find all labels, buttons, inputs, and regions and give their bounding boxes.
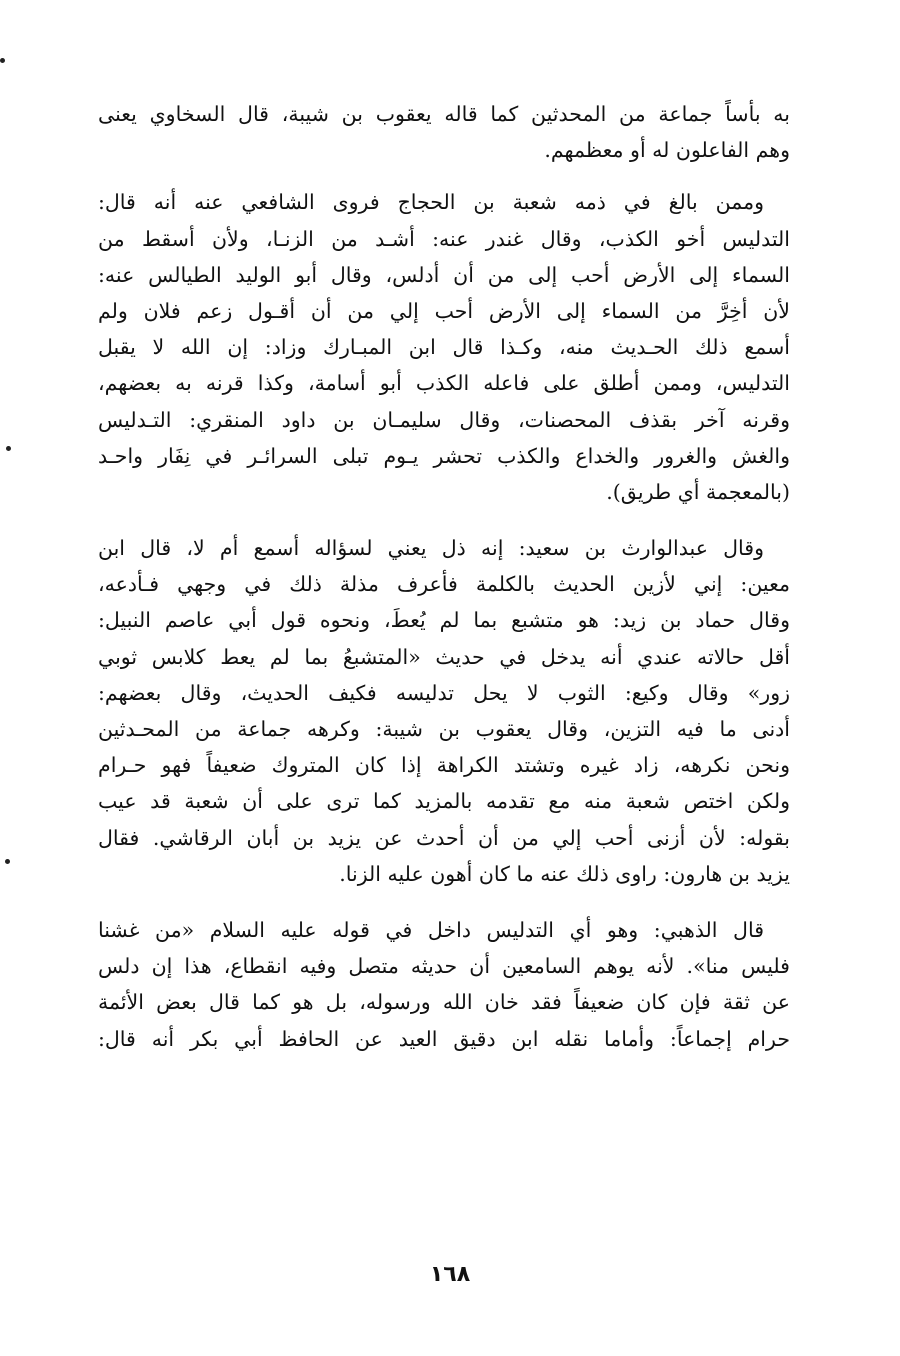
text-line: ولكن اختص شعبة منه مع تقدمه بالمزيد كما ترى على أن شعبة قد عيب (98, 789, 790, 814)
text-line: ونحن نكرهه، زاد غيره وتشتد الكراهة إذا كان المتروك ضعيفاً فهو حـرام (98, 753, 790, 778)
scan-mark-lower (5, 859, 10, 864)
text-line: معين: إني لأزين الحديث بالكلمة فأعرف مذلة ذلك في وجهي فـأدعه، (98, 572, 790, 597)
text-line: عن ثقة فإن كان ضعيفاً فقد خان الله ورسوله، بل هو كما قال بعض الأئمة (98, 990, 790, 1015)
text-line: والغش والغرور والخداع والكذب تحشر يـوم تبلى السرائـر في نِفَار واحـد (98, 443, 790, 468)
paragraph-4 (98, 912, 790, 1057)
text-line: وممن بالغ في ذمه شعبة بن الحجاج فروى الشافعي عنه أنه قال: (98, 190, 764, 215)
text-line: أدنى ما فيه التزين، وقال يعقوب بن شيبة: وكرهه جماعة من المحـدثين (98, 717, 790, 741)
paragraph-3 (98, 530, 790, 892)
text-line: السماء إلى الأرض أحب إلى من أن أدلس، وقال أبو الوليد الطيالس عنه: (98, 262, 790, 287)
page-number: ١٦٨ (429, 1262, 471, 1287)
text-line: التدليس، وممن أطلق على فاعله الكذب أبو أسامة، وكذا قرنه به بعضهم، (98, 371, 790, 396)
text-line: حرام إجماعاً: وأماما نقله ابن دقيق العيد عن الحافظ أبي بكر أنه قال: (98, 1026, 790, 1051)
paragraph-1 (98, 96, 790, 168)
text-line: التدليس أخو الكذب، وقال غندر عنه: أشـد من الزنـا، ولأن أسقط من (98, 226, 790, 251)
text-line: وقال عبدالوارث بن سعيد: إنه ذل يعني لسؤاله أسمع أم لا، قال ابن (98, 536, 764, 561)
text-line: به بأساً جماعة من المحدثين كما قاله يعقوب بن شيبة، قال السخاوي يعنى (98, 102, 790, 126)
scan-mark-middle (6, 446, 11, 451)
text-line: وقرنه آخر بقذف المحصنات، وقال سليمـان بن داود المنقري: التـدليس (98, 407, 790, 432)
text-line: (بالمعجمة أي طريق). (606, 479, 790, 504)
text-line: أقل حالاته عندي أنه يدخل في حديث «المتشبعُ بما لم يعط كلابس ثوبي (98, 644, 790, 669)
text-line: فليس منا». لأنه يوهم السامعين أن حديثه متصل وفيه انقطاع، هذا إن دلس (98, 954, 790, 979)
text-line: أسمع ذلك الحـديث منه، وكـذا قال ابن المبـارك وزاد: إن الله لا يقبل (98, 335, 790, 360)
scan-mark-top (0, 58, 5, 63)
paragraph-2 (98, 184, 790, 510)
text-line: يزيد بن هارون: راوى ذلك عنه ما كان أهون عليه الزنا. (339, 861, 790, 886)
text-line: بقوله: لأن أزنى أحب إلي من أن أحدث عن يزيد بن أبان الرقاشي. فقال (98, 825, 790, 850)
text-line: وهم الفاعلون له أو معظمهم. (544, 138, 790, 163)
text-line: وقال حماد بن زيد: هو متشبع بما لم يُعطَ، ونحوه قول أبي عاصم النبيل: (98, 608, 790, 633)
text-line: زور» وقال وكيع: الثوب لا يحل تدليسه فكيف الحديث، وقال بعضهم: (98, 680, 790, 705)
text-line: لأن أخِرَّ من السماء إلى الأرض أحب إلي من أن أقـول زعم فلان ولم (98, 298, 790, 323)
text-line: قال الذهبي: وهو أي التدليس داخل في قوله عليه السلام «من غشنا (98, 917, 764, 942)
page-text (98, 96, 790, 1057)
